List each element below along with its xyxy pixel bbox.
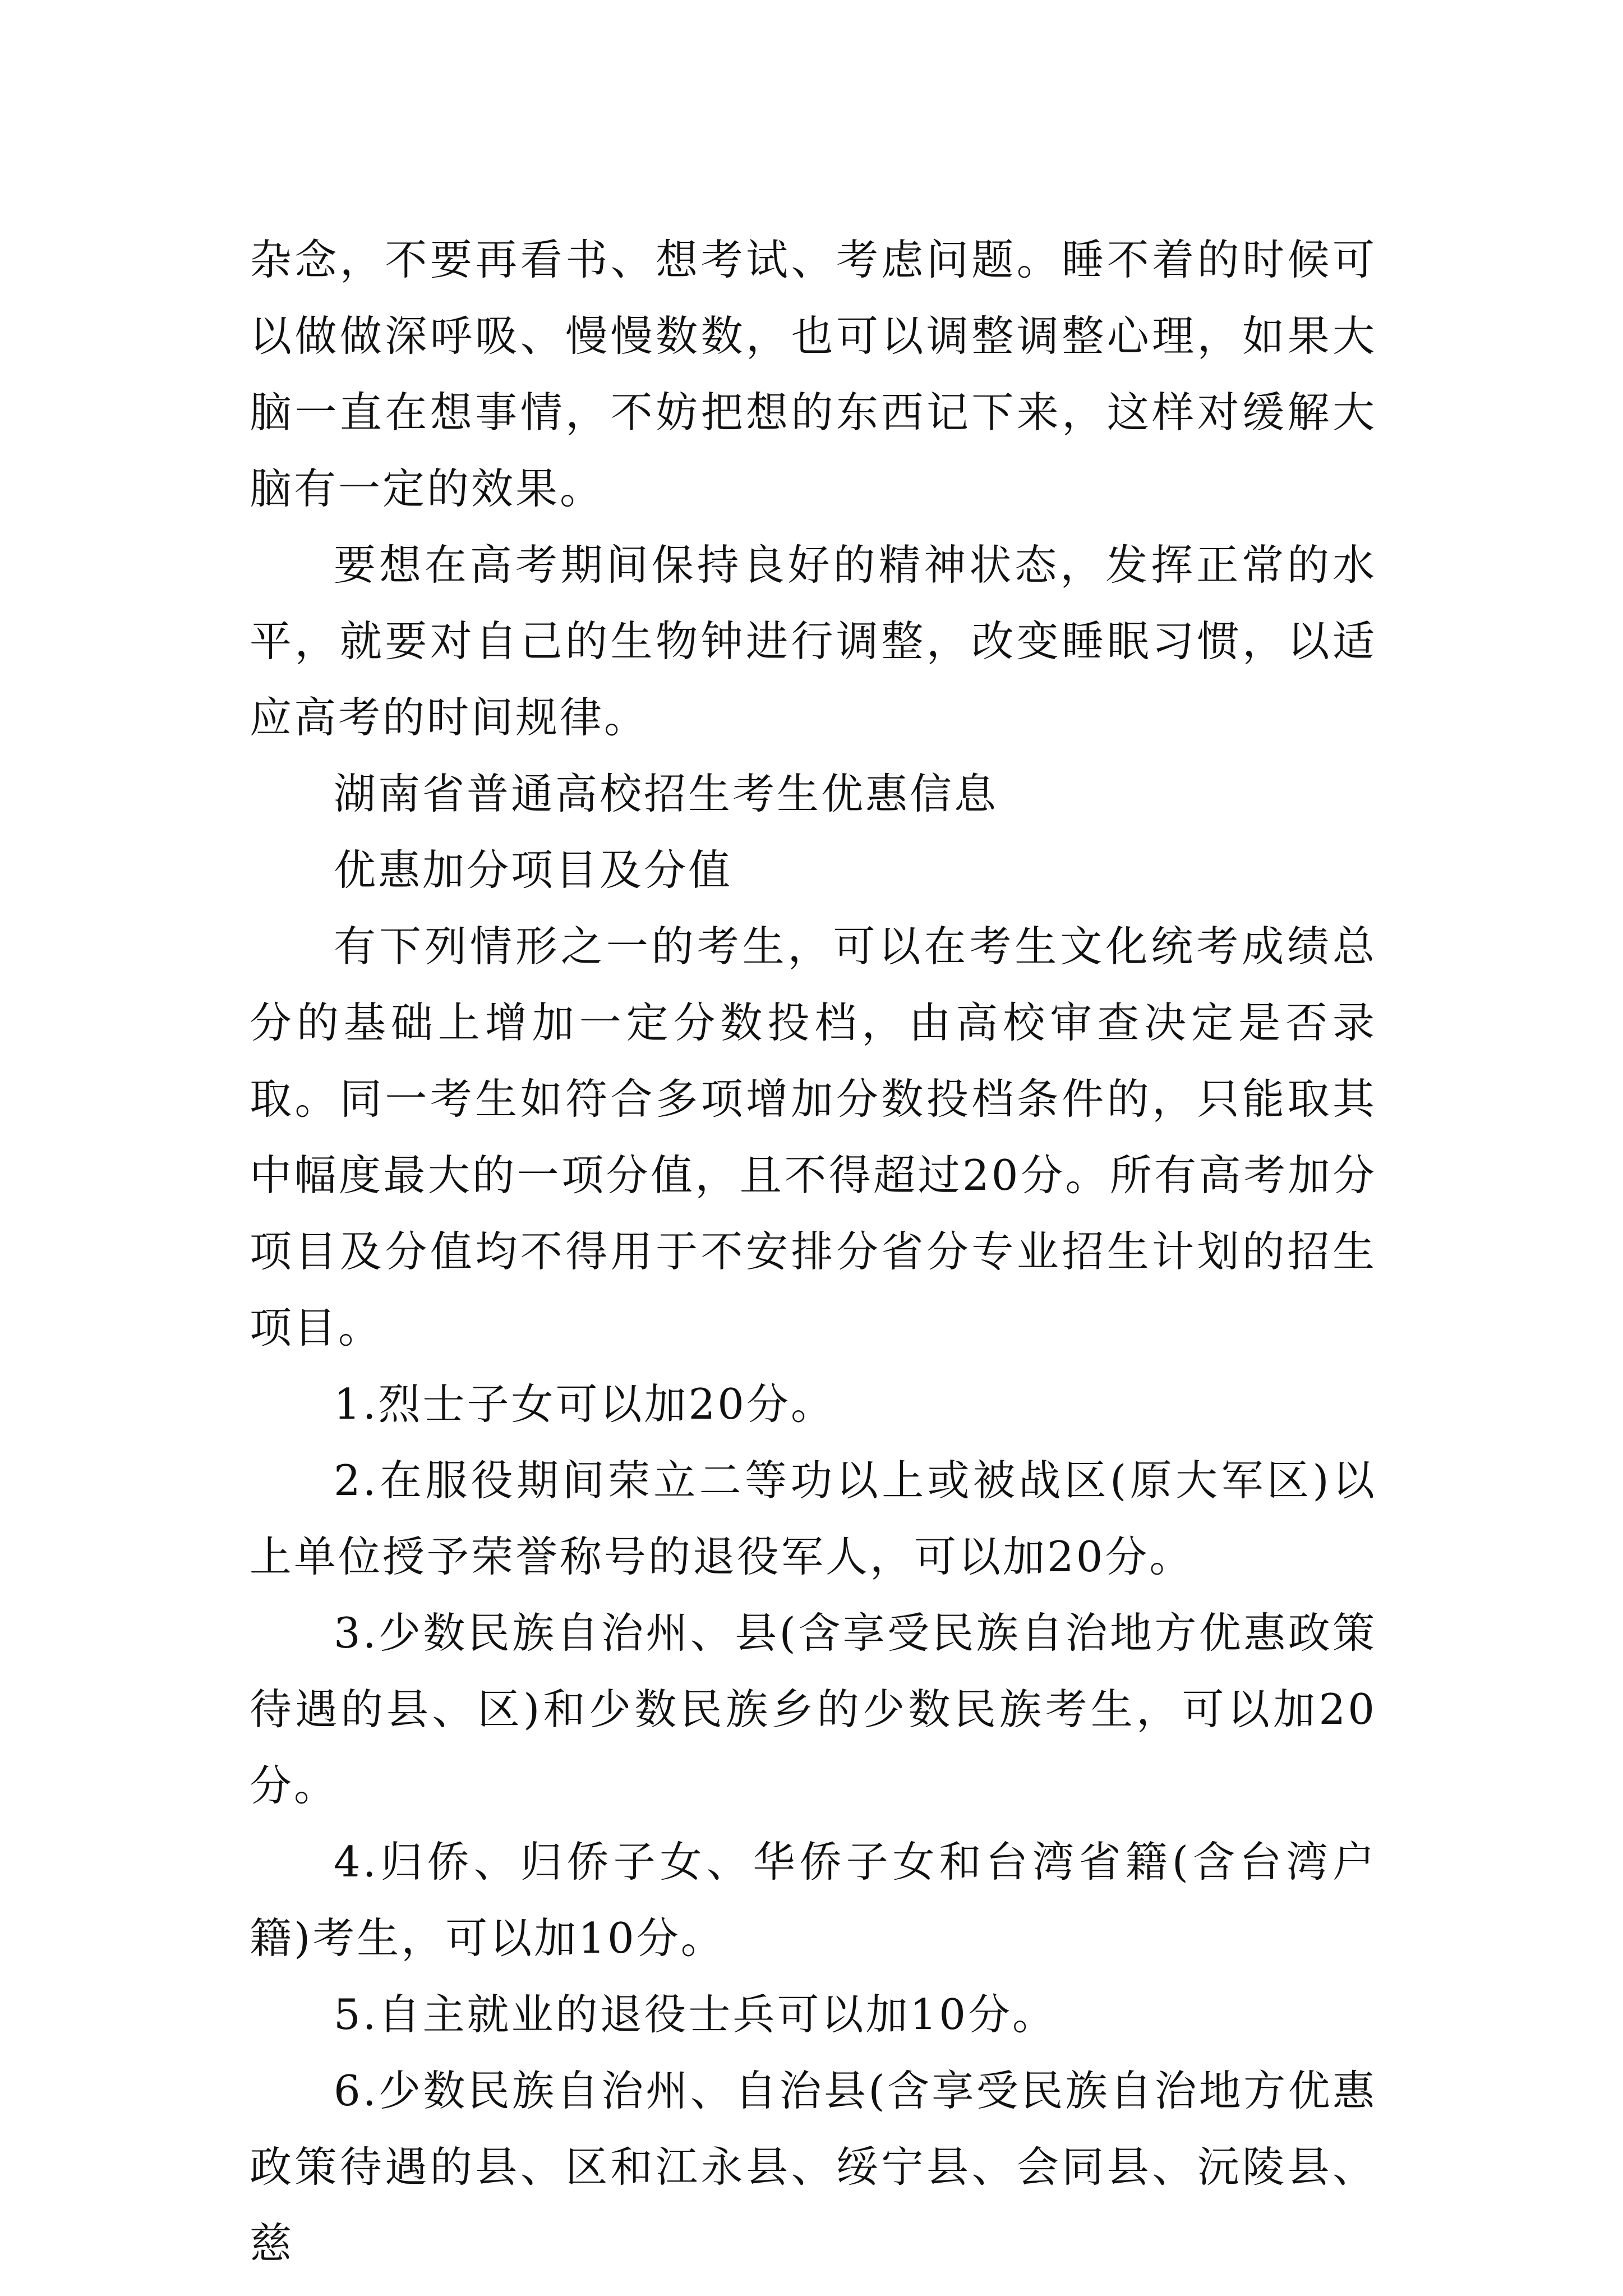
list-item: 2.在服役期间荣立二等功以上或被战区(原大军区)以上单位授予荣誉称号的退役军人，可以加20分。 (250, 1456, 1377, 1581)
list-item: 5.自主就业的退役士兵可以加10分。 (334, 1990, 1057, 2039)
subsection-heading: 优惠加分项目及分值 (334, 845, 733, 895)
body-text (250, 222, 1377, 2281)
list-item: 4.归侨、归侨子女、华侨子女和台湾省籍(含台湾户籍)考生，可以加10分。 (250, 1837, 1377, 1963)
list-item: 3.少数民族自治州、县(含享受民族自治地方优惠政策待遇的县、区)和少数民族乡的少数民族考生，可以加20分。 (250, 1608, 1377, 1810)
paragraph: 要想在高考期间保持良好的精神状态，发挥正常的水平，就要对自己的生物钟进行调整，改变睡眠习惯，以适应高考的时间规律。 (250, 540, 1377, 742)
paragraph: 有下列情形之一的考生，可以在考生文化统考成绩总分的基础上增加一定分数投档，由高校审查决定是否录取。同一考生如符合多项增加分数投档条件的，只能取其中幅度最大的一项分值，且不得超过20分。所有高考加分项目及分值均不得用于不安排分省分专业招生计划的招生项目。 (250, 922, 1377, 1352)
section-heading: 湖南省普通高校招生考生优惠信息 (334, 769, 999, 818)
list-item: 1.烈士子女可以加20分。 (334, 1379, 835, 1429)
list-item: 6.少数民族自治州、自治县(含享受民族自治地方优惠政策待遇的县、区和江永县、绥宁县、会同县、沅陵县、慈 (250, 2066, 1377, 2268)
paragraph-continuation: 杂念，不要再看书、想考试、考虑问题。睡不着的时候可以做做深呼吸、慢慢数数，也可以调整调整心理，如果大脑一直在想事情，不妨把想的东西记下来，这样对缓解大脑有一定的效果。 (250, 235, 1377, 513)
